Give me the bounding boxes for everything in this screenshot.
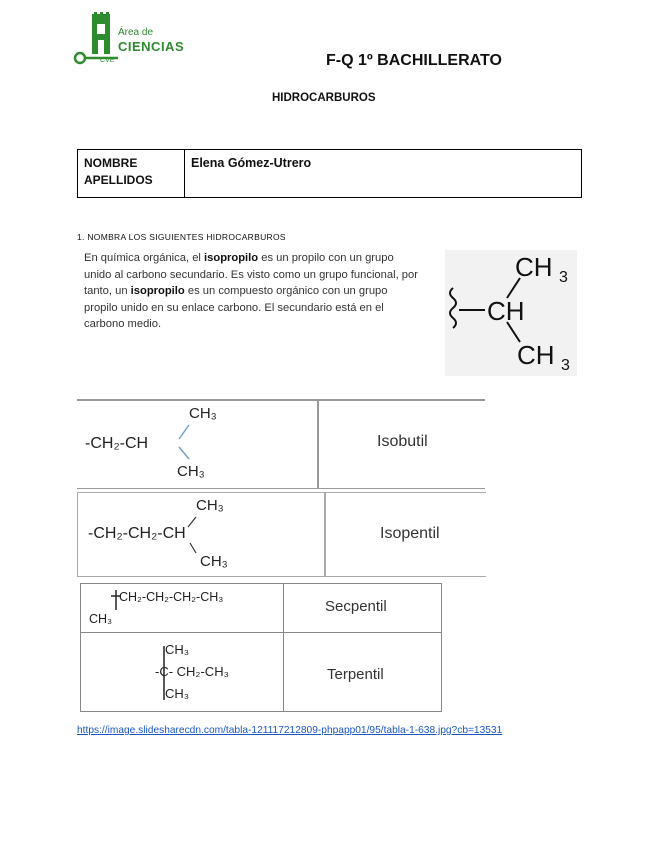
logo-area-text: Área de [118, 27, 154, 38]
logo-ciencias-text: CIENCIAS [118, 39, 185, 54]
isobutil-table [77, 399, 485, 489]
name-label: NOMBRE [84, 156, 138, 170]
ch-text: CH [487, 296, 525, 326]
isobutil-ch3-top: CH₃ [189, 405, 217, 422]
terpentil-chain: -C- CH₂-CH₃ [155, 664, 229, 679]
para-bold-2: isopropilo [130, 285, 185, 297]
secpentil-chain: CH₂-CH₂-CH₂-CH₃ [119, 590, 224, 604]
para-text-2: es un propilo con un grupo unido al carbono secundario. Es visto como un grupo funcional, por tanto, un [84, 252, 418, 297]
ch3-top-text: CH [515, 252, 553, 282]
isopropyl-description [84, 250, 424, 333]
student-name-value: Elena Gómez-Utrero [191, 156, 312, 170]
para-bold-1: isopropilo [204, 252, 259, 264]
isopentil-name: Isopentil [380, 525, 440, 542]
course-title: F-Q 1º BACHILLERATO [326, 52, 502, 69]
pentil-row-divider [81, 632, 441, 633]
isobutil-formula-cell [77, 401, 319, 488]
isopentil-formula-cell [78, 493, 326, 576]
isopropyl-structure-figure [445, 250, 577, 376]
secpentil-name: Secpentil [325, 598, 387, 615]
terpentil-ch3-top: CH₃ [165, 642, 190, 657]
isopentil-chain: -CH₂-CH₂-CH [88, 525, 186, 542]
ch3-top-sub: 3 [559, 269, 568, 286]
surname-label: APELLIDOS [84, 173, 153, 187]
terpentil-name: Terpentil [327, 666, 384, 683]
isopentil-table [77, 492, 486, 577]
para-text-3: es un compuesto orgánico con un grupo propilo unido en su enlace carbono. El secundario está en el carbono medio. [84, 285, 388, 330]
student-name-table [77, 149, 582, 198]
logo-cve-text: CVE [100, 57, 115, 64]
ciencias-logo [72, 12, 190, 72]
castle-logo-icon [72, 12, 122, 72]
isobutil-name: Isobutil [377, 433, 428, 450]
isopentil-ch3-bottom: CH₃ [200, 553, 228, 570]
isobutil-ch3-bottom: CH₃ [177, 463, 205, 480]
isobutil-chain: -CH₂-CH [85, 435, 149, 452]
isobutil-bonds-icon [175, 423, 195, 463]
question-1-title: 1. NOMBRA LOS SIGUIENTES HIDROCARBUROS [77, 232, 286, 242]
isopentil-ch3-top: CH₃ [196, 497, 224, 514]
ch3-bottom-sub: 3 [561, 357, 570, 374]
source-image-link[interactable]: https://image.slidesharecdn.com/tabla-121117212809-phpapp01/95/tabla-1-638.jpg?cb=13531 [77, 725, 503, 736]
isopropyl-structure-icon [445, 250, 577, 376]
ch3-bottom-text: CH [517, 340, 555, 370]
secpentil-ch3: CH₃ [89, 612, 113, 626]
pentil-column-divider [283, 584, 284, 711]
terpentil-ch3-bottom: CH₃ [165, 686, 190, 701]
name-label-cell [78, 150, 185, 197]
pentil-table [80, 583, 442, 712]
subject-title: HIDROCARBUROS [272, 92, 376, 104]
para-text-1: En química orgánica, el [84, 252, 205, 264]
